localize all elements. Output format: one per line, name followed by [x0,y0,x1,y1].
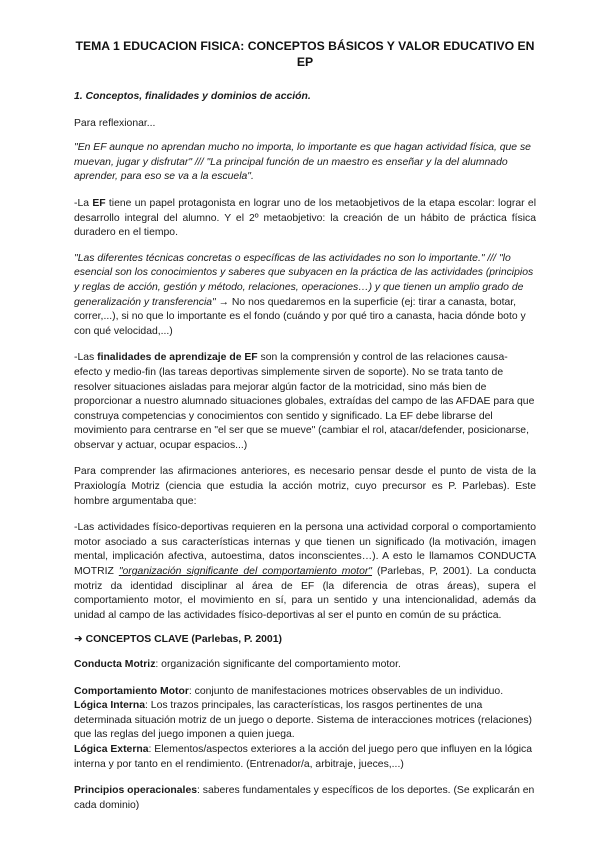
paragraph-ef-bold: EF [92,197,106,209]
concept-def: : organización significante del comportamiento motor. [155,659,401,670]
concept-term: Lógica Interna [74,700,146,712]
paragraph-ef-role [74,197,536,241]
finalidades-bold: finalidades de aprendizaje de EF [97,352,258,364]
actividades-underlined: "organización significante del comportamiento motor" [118,566,373,578]
paragraph-actividades [74,521,536,623]
concept-term: Conducta Motriz [74,659,156,670]
concept-conducta-motriz [74,658,536,673]
paragraph-ef-text: tiene un papel protagonista en lograr uno de los metaobjetivos de la etapa escolar: lograr el desarrollo integral del alumno. Y el 2º metaobjetivo: la creación de un hábito de práctica física duradero en el tiempo. [74,197,537,239]
paragraph-finalidades [74,351,536,453]
paragraph-quote-2 [74,252,536,340]
concept-def: : Los trazos principales, las características, los rasgos pertinentes de una determinada situación motriz de un juego o deporte. Sistema de interacciones motrices (relaciones) que las reglas del juego imponen a quien juega. [74,700,532,741]
section-heading: 1. Conceptos, finalidades y dominios de acción. [74,91,311,102]
quote-2-rest: → No nos quedaremos en la superficie (ej: tirar a canasta, botar, correr,...), si no que lo importante es el fondo (cuándo y por qué tiro a canasta, hacia dónde boto y con qué velocidad,...) [74,296,526,337]
key-concepts-heading: ➜ CONCEPTOS CLAVE (Parlebas, P. 2001) [74,634,282,646]
finalidades-text: son la comprensión y control de las relaciones causa-efecto y medio-fin (las tareas deportivas simplemente sirven de soporte). No se trata tanto de resolver situaciones aisladas para mejorar algún factor de la motricidad, sino más bien de proporcionar a nuestro alumnado situaciones globales, extraídas del campo de las AFDAE para que construya competencias y conocimientos con sentido y significado. La EF debe librarse del movimiento para centrarse en "el ser que se mueve" (cambiar el rol, atacar/defender, posicionarse, observar y actuar, ocupar espacios...) [74,352,535,451]
concept-term: Lógica Externa [74,743,149,755]
concept-term: Comportamiento Motor [74,685,189,697]
paragraph-ef-prefix: -La [74,197,93,209]
actividades-text-b: (Parlebas, P, 2001). La conducta motriz da identidad disciplinar al área de EF (la diferencia de otras áreas), supera el comportamiento motor, el movimiento en sí, para un sentido y una intencionalidad, además da unidad al campo de las actividades físico-deportivas al ser el punto en común de su práctica. [74,566,536,621]
document-title: TEMA 1 EDUCACION FISICA: CONCEPTOS BÁSICOS Y VALOR EDUCATIVO EN EP [75,39,535,69]
actividades-text-a: -Las actividades físico-deportivas requieren en la persona una actividad corporal o comportamiento motor asociado a sus características internas y que tienen un significado (la motivación, imagen mental, implicación afectiva, autoestima, datos inconscientes…). A esto le llamamos CONDUCTA MOTRIZ [74,522,536,578]
quote-paragraph-1: "En EF aunque no aprendan mucho no importa, lo importante es que hagan actividad física, que se muevan, jugar y disfrutar" /// "La principal función de un maestro es enseñar y la del alumnado aprender, para eso se va a la escuela". [74,142,531,183]
concept-comportamiento-motor [74,685,536,700]
concept-term: Principios operacionales [74,785,197,797]
concept-def: : Elementos/aspectos exteriores a la acción del juego pero que influyen en la lógica interna y por tanto en el rendimiento. (Entrenador/a, arbitraje, jueces,...) [74,743,533,770]
paragraph-praxiologia: Para comprender las afirmaciones anteriores, es necesario pensar desde el punto de vista de la Praxiología Motriz (ciencia que estudia la acción motriz, cuyo precursor es P. Parlebas). Este hombre argumentaba que: [74,466,536,507]
reflect-intro: Para reflexionar... [74,117,156,129]
concept-principios-operacionales [74,784,536,813]
concept-def: : conjunto de manifestaciones motrices observables de un individuo. [188,685,504,697]
concept-logica-interna [74,699,536,743]
quote-2-text: "Las diferentes técnicas concretas o específicas de las actividades no son lo importante." /// "lo esencial son los conocimientos y saberes que subyacen en la práctica de las actividades (principios y reglas de acción, gestión y método, relaciones, operaciones…) y que tienen un amplio grado de generalización y transferencia" [74,252,534,308]
finalidades-prefix: -Las [74,352,98,364]
concept-def: : saberes fundamentales y específicos de los deportes. (Se explicarán en cada dominio) [74,785,535,811]
concept-logica-externa [74,743,536,772]
